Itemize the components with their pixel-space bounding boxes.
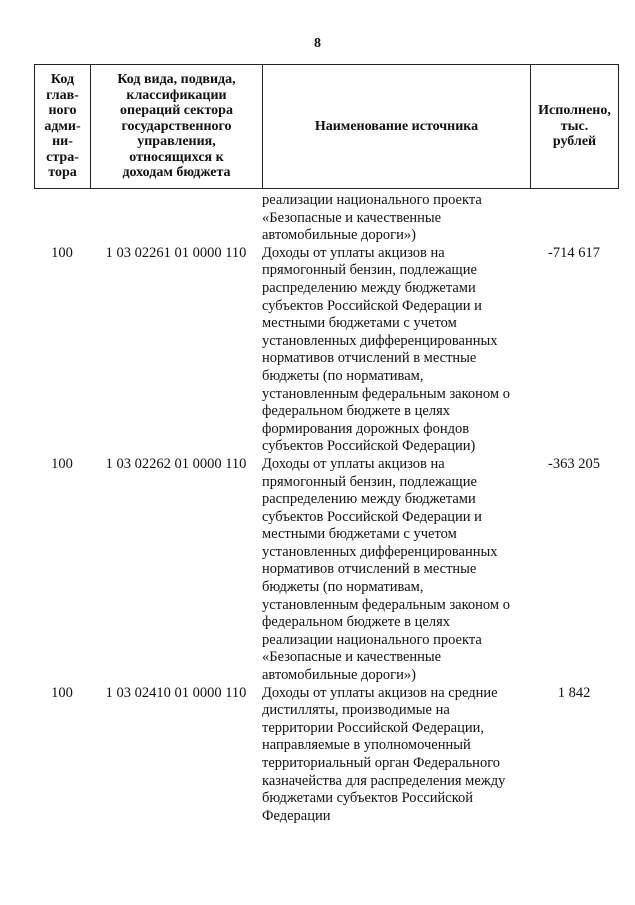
- text-line: прямогонный бензин, подлежащие: [262, 262, 477, 279]
- amount-cell: -714 617: [548, 244, 600, 261]
- amount-cell: 1 842: [557, 684, 591, 701]
- text-line: местными бюджетами с учетом: [262, 526, 457, 543]
- text-line: Код: [50, 72, 75, 88]
- text-line: «Безопасные и качественные: [262, 649, 442, 666]
- text-line: направляемые в уполномоченный: [262, 737, 471, 754]
- amount-cell: -363 205: [548, 455, 600, 472]
- classification-code-cell: 1 03 02261 01 0000 110: [105, 244, 247, 261]
- text-line: субъектов Российской Федерации и: [262, 508, 482, 525]
- text-line: субъектов Российской Федерации): [262, 438, 476, 455]
- text-line: рублей: [552, 134, 597, 150]
- source-name-cell: [262, 456, 530, 685]
- text-line: федеральном бюджете в целях: [262, 403, 450, 420]
- text-line: бюджетами субъектов Российской: [262, 790, 474, 807]
- admin-code-cell: 100: [51, 684, 73, 701]
- table-header: [34, 64, 619, 189]
- admin-code-cell: 100: [51, 455, 73, 472]
- text-line: операций сектора: [120, 103, 233, 119]
- text-line: территориальный орган Федерального: [262, 755, 501, 771]
- text-line: распределению между бюджетами: [262, 491, 476, 508]
- text-line: Федерации: [262, 807, 331, 824]
- text-line: федеральном бюджете в целях: [262, 614, 450, 631]
- text-line: Исполнено,: [538, 103, 611, 119]
- header-classification-code: [91, 65, 263, 189]
- text-line: управления,: [137, 134, 216, 150]
- header-source-name: [263, 65, 531, 189]
- header-executed-amount: [531, 65, 619, 189]
- table-body: [34, 192, 618, 825]
- source-name-cell: [262, 685, 530, 826]
- text-line: нормативов отчислений в местные: [262, 350, 477, 367]
- text-line: тыс.: [560, 118, 589, 134]
- text-line: территории Российской Федерации,: [262, 719, 485, 736]
- text-line: ни-: [52, 134, 73, 150]
- text-line: классификации: [126, 87, 227, 103]
- text-line: реализации национального проекта: [262, 192, 482, 208]
- text-line: установленным федеральным законом о: [262, 596, 510, 613]
- text-line: государственного: [121, 118, 232, 134]
- text-line: установленных дифференцированных: [262, 332, 498, 349]
- text-line: бюджеты (по нормативам,: [262, 579, 424, 596]
- text-line: формирования дорожных фондов: [262, 420, 470, 437]
- text-line: доходам бюджета: [122, 165, 231, 181]
- admin-code-cell: 100: [51, 244, 73, 261]
- text-line: автомобильные дороги»): [262, 667, 416, 684]
- text-line: «Безопасные и качественные: [262, 209, 442, 226]
- text-line: нормативов отчислений в местные: [262, 561, 477, 578]
- table-row: [34, 685, 618, 826]
- text-line: Доходы от уплаты акцизов на: [262, 455, 445, 472]
- text-line: автомобильные дороги»): [262, 227, 416, 244]
- text-line: казначейства для распределения между: [262, 772, 506, 789]
- text-line: местными бюджетами с учетом: [262, 315, 457, 332]
- text-line: ного: [48, 103, 77, 119]
- text-line: Наименование источника: [314, 118, 479, 134]
- text-line: прямогонный бензин, подлежащие: [262, 473, 477, 490]
- continuation-text: [262, 192, 530, 245]
- text-line: Код вида, подвида,: [117, 72, 236, 88]
- text-line: реализации национального проекта: [262, 631, 482, 648]
- classification-code-cell: 1 03 02262 01 0000 110: [105, 455, 247, 472]
- table-row: [34, 456, 618, 685]
- table-row: [34, 245, 618, 456]
- text-line: Доходы от уплаты акцизов на: [262, 244, 445, 261]
- text-line: относящихся к: [129, 149, 224, 165]
- text-line: адми-: [44, 118, 81, 134]
- text-line: субъектов Российской Федерации и: [262, 297, 482, 314]
- text-line: стра-: [46, 149, 79, 165]
- text-line: глав-: [46, 87, 79, 103]
- source-name-cell: [262, 245, 530, 456]
- text-line: установленных дифференцированных: [262, 543, 498, 560]
- text-line: установленным федеральным законом о: [262, 385, 510, 402]
- classification-code-cell: 1 03 02410 01 0000 110: [105, 684, 247, 701]
- text-line: тора: [48, 165, 77, 181]
- header-admin-code: [35, 65, 91, 189]
- text-line: распределению между бюджетами: [262, 279, 476, 296]
- continuation-row: [34, 192, 618, 245]
- text-line: дистилляты, производимые на: [262, 702, 450, 719]
- text-line: бюджеты (по нормативам,: [262, 367, 424, 384]
- text-line: Доходы от уплаты акцизов на средние: [262, 684, 498, 701]
- page-number: 8: [314, 36, 321, 51]
